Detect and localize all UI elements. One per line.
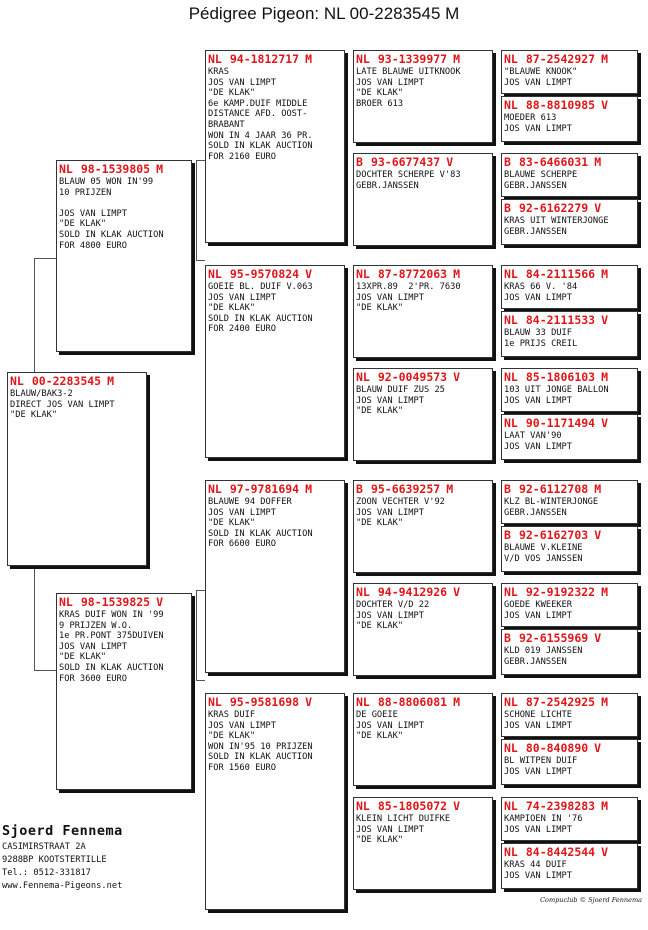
pigeon-info-line: SOLD IN KLAK AUCTION xyxy=(59,229,164,240)
ring-number-header xyxy=(502,527,637,542)
ring-number-header xyxy=(8,373,146,388)
ring-number: 92-6155969 xyxy=(518,631,589,645)
sex-marker: V xyxy=(453,799,461,813)
pigeon-info-line: GEBR.JANSSEN xyxy=(504,507,567,518)
sex-marker: M xyxy=(305,52,313,66)
pigeon-info-line: "DE KLAK" xyxy=(10,410,58,421)
pigeon-info-line: FOR 2160 EURO xyxy=(208,151,276,162)
pigeon-info-line: 10 PRIJZEN xyxy=(59,187,112,198)
country-code: NL xyxy=(504,695,518,709)
ring-number: 92-6162279 xyxy=(518,201,589,215)
pigeon-info-line: BLAUWE 94 DOFFER xyxy=(208,497,292,507)
country-code: NL xyxy=(356,370,370,384)
sex-marker: V xyxy=(601,416,609,430)
pigeon-info-line: JOS VAN LIMPT xyxy=(504,610,572,621)
ring-number: 90-1171494 xyxy=(525,416,596,430)
pigeon-info-line: JOS VAN LIMPT xyxy=(356,395,424,406)
ring-number-header xyxy=(502,798,637,813)
country-code: NL xyxy=(504,98,518,112)
pigeon-card-g3[interactable] xyxy=(501,153,638,197)
pigeon-info-line: JOS VAN LIMPT xyxy=(356,610,424,621)
pigeon-info-line: "DE KLAK" xyxy=(356,303,404,314)
pigeon-card-dd[interactable] xyxy=(205,693,345,910)
country-code: NL xyxy=(356,799,370,813)
sex-marker: V xyxy=(305,695,313,709)
sex-marker: M xyxy=(594,155,602,169)
country-code: NL xyxy=(504,370,518,384)
pigeon-card-g7[interactable] xyxy=(501,368,638,412)
website-link[interactable]: www.Fennema-Pigeons.net xyxy=(2,881,123,891)
ring-number-header xyxy=(502,481,637,496)
pigeon-card-g10[interactable] xyxy=(501,526,638,572)
pigeon-info-line: JOS VAN LIMPT xyxy=(59,641,127,652)
ring-number-header xyxy=(502,369,637,384)
pigeon-info-line: BLAUW DUIF ZUS 25 xyxy=(356,385,445,395)
sex-marker: M xyxy=(446,482,454,496)
pigeon-info-line: SOLD IN KLAK AUCTION xyxy=(208,528,313,539)
ring-number-header xyxy=(502,97,637,112)
sex-marker: M xyxy=(601,585,609,599)
pigeon-card-g15[interactable] xyxy=(501,797,638,841)
ring-number: 93-6677437 xyxy=(370,155,441,169)
pigeon-info-line: KRAS 44 DUIF xyxy=(504,860,567,870)
credit-text: Compuclub © Sjoerd Fennema xyxy=(540,896,642,904)
pigeon-info-line: SOLD IN KLAK AUCTION xyxy=(208,752,313,763)
ring-number: 98-1539805 xyxy=(80,162,151,176)
country-code: NL xyxy=(59,595,73,609)
pigeon-info-line: DIRECT JOS VAN LIMPT xyxy=(10,399,115,410)
ring-number-header xyxy=(502,694,637,709)
sex-marker: M xyxy=(601,370,609,384)
country-code: NL xyxy=(208,695,222,709)
pigeon-info-line: MOEDER 613 xyxy=(504,113,557,123)
ring-number-header xyxy=(502,584,637,599)
pigeon-info-line: DOCHTER V/D 22 xyxy=(356,600,430,610)
pigeon-info-line: GEBR.JANSSEN xyxy=(504,226,567,237)
connector-line xyxy=(196,260,205,261)
sex-marker: V xyxy=(594,528,602,542)
pigeon-info-line: KLD 019 JANSSEN xyxy=(504,646,583,656)
ring-number-header xyxy=(57,594,191,609)
ring-number-header xyxy=(502,51,637,66)
pigeon-info-line: BRABANT xyxy=(208,119,245,130)
pigeon-info-line: "DE KLAK" xyxy=(356,518,404,529)
ring-number-header xyxy=(502,844,637,859)
ring-number: 00-2283545 xyxy=(31,374,102,388)
pigeon-card-g16[interactable] xyxy=(501,843,638,889)
pigeon-info-line: SOLD IN KLAK AUCTION xyxy=(208,313,313,324)
pigeon-info-line: "DE KLAK" xyxy=(59,652,107,663)
country-code: NL xyxy=(504,845,518,859)
pigeon-info-line: JOS VAN LIMPT xyxy=(356,720,424,731)
pigeon-info-line: "DE KLAK" xyxy=(356,88,404,99)
country-code: B xyxy=(356,155,363,169)
pigeon-card-g1[interactable] xyxy=(501,50,638,94)
pigeon-info-line xyxy=(57,198,191,209)
pigeon-info-line: 13XPR.89 2'PR. 7630 xyxy=(356,282,461,292)
country-code: B xyxy=(356,482,363,496)
ring-number: 95-9570824 xyxy=(229,267,300,281)
pigeon-info-line: "DE KLAK" xyxy=(356,835,404,846)
ring-number: 97-9781694 xyxy=(229,482,300,496)
page-title: Pédigree Pigeon: NL 00-2283545 M xyxy=(188,4,460,23)
pigeon-info-line: KRAS DUIF xyxy=(208,710,256,720)
pigeon-info-line: KRAS UIT WINTERJONGE xyxy=(504,216,609,226)
pigeon-card-ddd[interactable] xyxy=(353,797,493,890)
pigeon-card-sd[interactable] xyxy=(205,265,345,458)
sex-marker: V xyxy=(594,631,602,645)
pigeon-card-g8[interactable] xyxy=(501,414,638,460)
connector-line xyxy=(34,258,35,372)
country-code: NL xyxy=(10,374,24,388)
sex-marker: M xyxy=(107,374,115,388)
pigeon-info-line: GOEDE KWEEKER xyxy=(504,600,572,610)
address-line: 9288BP KOOTSTERTILLE xyxy=(2,855,107,865)
pigeon-info-line: JOS VAN LIMPT xyxy=(504,720,572,731)
country-code: NL xyxy=(504,585,518,599)
ring-number-header xyxy=(354,369,492,384)
connector-line xyxy=(196,160,197,260)
sex-marker: M xyxy=(453,695,461,709)
pigeon-info-line: 1e PR.PONT 375DUIVEN xyxy=(59,631,164,642)
ring-number: 88-8806081 xyxy=(377,695,448,709)
sex-marker: M xyxy=(601,267,609,281)
country-code: NL xyxy=(59,162,73,176)
pigeon-info-line: KRAS 66 V. '84 xyxy=(504,282,578,292)
pigeon-info-line: 103 UIT JONGE BALLON xyxy=(504,385,609,395)
pigeon-info-line: JOS VAN LIMPT xyxy=(208,77,276,88)
sex-marker: M xyxy=(305,482,313,496)
pigeon-info-line: 1e PRIJS CREIL xyxy=(504,338,578,349)
country-code: NL xyxy=(208,482,222,496)
pigeon-info-line: JOS VAN LIMPT xyxy=(504,395,572,406)
pigeon-card-g4[interactable] xyxy=(501,199,638,245)
ring-number-header xyxy=(206,266,344,281)
pigeon-info-line: FOR 2400 EURO xyxy=(208,324,276,335)
ring-number-header xyxy=(206,481,344,496)
ring-number-header xyxy=(502,312,637,327)
connector-line xyxy=(196,590,197,680)
connector-line xyxy=(34,670,56,671)
breeder-name: Sjoerd Fennema xyxy=(2,823,123,839)
pigeon-info-line: FOR 6600 EURO xyxy=(208,539,276,550)
sex-marker: V xyxy=(446,155,454,169)
pigeon-info-line: SCHONE LICHTE xyxy=(504,710,572,720)
pigeon-info-line: JOS VAN LIMPT xyxy=(208,720,276,731)
pigeon-card-g2[interactable] xyxy=(501,96,638,142)
pigeon-info-line: ZOON VECHTER V'92 xyxy=(356,497,445,507)
sex-marker: V xyxy=(453,585,461,599)
pigeon-info-line: BL WITPEN DUIF xyxy=(504,756,578,766)
pigeon-info-line: JOS VAN LIMPT xyxy=(504,441,572,452)
ring-number-header xyxy=(354,154,492,169)
pigeon-info-line: "DE KLAK" xyxy=(208,518,256,529)
pigeon-info-line: "DE KLAK" xyxy=(356,406,404,417)
country-code: NL xyxy=(208,267,222,281)
pigeon-card-sds[interactable] xyxy=(353,265,493,358)
pigeon-card-dam[interactable] xyxy=(56,593,192,790)
sex-marker: M xyxy=(594,482,602,496)
pigeon-card-sire[interactable] xyxy=(56,160,192,352)
country-code: NL xyxy=(504,52,518,66)
pigeon-info-line: KLEIN LICHT DUIFKE xyxy=(356,814,451,824)
country-code: NL xyxy=(504,313,518,327)
country-code: NL xyxy=(356,52,370,66)
pigeon-info-line: "DE KLAK" xyxy=(208,303,256,314)
ring-number-header xyxy=(502,415,637,430)
ring-number-header xyxy=(57,161,191,176)
pigeon-card-g13[interactable] xyxy=(501,693,638,737)
ring-number: 92-9192322 xyxy=(525,585,596,599)
pigeon-info-line: V/D VOS JANSSEN xyxy=(504,553,583,564)
ring-number: 93-1339977 xyxy=(377,52,448,66)
pigeon-info-line: BLAUW/BAK3-2 xyxy=(10,389,73,399)
country-code: B xyxy=(504,155,511,169)
pigeon-info-line: JOS VAN LIMPT xyxy=(504,824,572,835)
pigeon-info-line: DE GOEIE xyxy=(356,710,398,720)
country-code: NL xyxy=(356,585,370,599)
ring-number-header xyxy=(354,584,492,599)
ring-number: 84-2111533 xyxy=(525,313,596,327)
ring-number: 95-9581698 xyxy=(229,695,300,709)
pigeon-info-line: JOS VAN LIMPT xyxy=(504,870,572,881)
pigeon-card-ss[interactable] xyxy=(205,50,345,243)
ring-number-header xyxy=(206,51,344,66)
ring-number: 80-840890 xyxy=(525,741,589,755)
sex-marker: V xyxy=(601,845,609,859)
pigeon-info-line: KAMPIOEN IN '76 xyxy=(504,814,583,824)
pigeon-info-line: JOS VAN LIMPT xyxy=(356,507,424,518)
ring-number-header xyxy=(354,694,492,709)
pigeon-info-line: FOR 1560 EURO xyxy=(208,762,276,773)
sex-marker: V xyxy=(601,98,609,112)
pigeon-card-g5[interactable] xyxy=(501,265,638,309)
pigeon-card-g9[interactable] xyxy=(501,480,638,524)
pigeon-info-line: FOR 4800 EURO xyxy=(59,240,127,251)
ring-number: 98-1539825 xyxy=(80,595,151,609)
country-code: B xyxy=(504,631,511,645)
ring-number: 92-6162703 xyxy=(518,528,589,542)
pigeon-info-line: GEBR.JANSSEN xyxy=(504,180,567,191)
ring-number-header xyxy=(354,266,492,281)
pigeon-info-line: JOS VAN LIMPT xyxy=(208,507,276,518)
country-code: NL xyxy=(504,416,518,430)
pigeon-info-line: FOR 3600 EURO xyxy=(59,673,127,684)
pigeon-card-subject[interactable] xyxy=(7,372,147,566)
ring-number: 84-2111566 xyxy=(525,267,596,281)
pigeon-card-g11[interactable] xyxy=(501,583,638,627)
ring-number: 87-2542925 xyxy=(525,695,596,709)
phone-line: Tel.: 0512-331817 xyxy=(2,868,91,878)
pigeon-card-ds[interactable] xyxy=(205,480,345,673)
ring-number-header xyxy=(502,740,637,755)
pigeon-info-line: GEBR.JANSSEN xyxy=(504,656,567,667)
pigeon-info-line: "DE KLAK" xyxy=(356,621,404,632)
country-code: B xyxy=(504,482,511,496)
country-code: B xyxy=(504,528,511,542)
ring-number-header xyxy=(502,200,637,215)
pigeon-info-line: JOS VAN LIMPT xyxy=(356,824,424,835)
pigeon-info-line: BLAUWE SCHERPE xyxy=(504,170,578,180)
ring-number: 88-8810985 xyxy=(525,98,596,112)
pigeon-info-line: SOLD IN KLAK AUCTION xyxy=(59,662,164,673)
pigeon-info-line: BROER 613 xyxy=(356,98,404,109)
ring-number: 94-1812717 xyxy=(229,52,300,66)
ring-number: 94-9412926 xyxy=(377,585,448,599)
pigeon-info-line: JOS VAN LIMPT xyxy=(504,123,572,134)
sex-marker: V xyxy=(156,595,164,609)
sex-marker: V xyxy=(594,201,602,215)
ring-number: 95-6639257 xyxy=(370,482,441,496)
sex-marker: M xyxy=(601,799,609,813)
sex-marker: V xyxy=(453,370,461,384)
country-code: NL xyxy=(504,741,518,755)
ring-number: 85-1805072 xyxy=(377,799,448,813)
pigeon-info-line: GOEIE BL. DUIF V.063 xyxy=(208,282,313,292)
pigeon-info-line: "DE KLAK" xyxy=(208,88,256,99)
ring-number: 87-2542927 xyxy=(525,52,596,66)
pigeon-info-line: BLAUWE V.KLEINE xyxy=(504,543,583,553)
sex-marker: V xyxy=(594,741,602,755)
pigeon-info-line: "BLAUWE KNOOK" xyxy=(504,67,578,77)
connector-line xyxy=(34,560,35,670)
pigeon-card-ssd[interactable] xyxy=(353,153,493,246)
connector-line xyxy=(196,680,205,681)
ring-number: 85-1806103 xyxy=(525,370,596,384)
pigeon-card-g12[interactable] xyxy=(501,629,638,675)
pigeon-info-line: LAAT VAN'90 xyxy=(504,431,562,441)
pigeon-info-line: JOS VAN LIMPT xyxy=(356,292,424,303)
pigeon-info-line: BLAUW 33 DUIF xyxy=(504,328,572,338)
country-code: NL xyxy=(208,52,222,66)
pigeon-info-line: JOS VAN LIMPT xyxy=(356,77,424,88)
ring-number: 74-2398283 xyxy=(525,799,596,813)
ring-number-header xyxy=(354,51,492,66)
pigeon-card-dss[interactable] xyxy=(353,480,493,573)
ring-number-header xyxy=(502,154,637,169)
ring-number-header xyxy=(502,630,637,645)
ring-number: 92-0049573 xyxy=(377,370,448,384)
pigeon-info-line: 6e KAMP.DUIF MIDDLE xyxy=(208,98,308,109)
pigeon-card-sss[interactable] xyxy=(353,50,493,143)
pigeon-info-line: SOLD IN KLAK AUCTION xyxy=(208,141,313,152)
connector-line xyxy=(196,160,205,161)
pigeon-info-line: BLAUW 05 WON IN'99 xyxy=(59,177,154,187)
pigeon-info-line: KRAS DUIF WON IN '99 xyxy=(59,610,164,620)
country-code: B xyxy=(504,201,511,215)
connector-line xyxy=(34,258,56,259)
pigeon-info-line: 9 PRIJZEN W.O. xyxy=(59,620,133,631)
pigeon-info-line: LATE BLAUWE UITKNOOK xyxy=(356,67,461,77)
pigeon-info-line: "DE KLAK" xyxy=(59,219,107,230)
ring-number: 83-6466031 xyxy=(518,155,589,169)
pigeon-info-line: JOS VAN LIMPT xyxy=(504,77,572,88)
sex-marker: V xyxy=(305,267,313,281)
ring-number-header xyxy=(502,266,637,281)
pigeon-info-line: "DE KLAK" xyxy=(356,731,404,742)
country-code: NL xyxy=(504,267,518,281)
pigeon-info-line: "DE KLAK" xyxy=(208,731,256,742)
pigeon-card-g6[interactable] xyxy=(501,311,638,357)
pigeon-card-sdd[interactable] xyxy=(353,368,493,461)
pigeon-info-line: JOS VAN LIMPT xyxy=(504,766,572,777)
pigeon-info-line: DISTANCE AFD. OOST- xyxy=(208,109,308,120)
pigeon-info-line: KRAS xyxy=(208,67,229,77)
pigeon-card-dds[interactable] xyxy=(353,693,493,786)
ring-number: 87-8772063 xyxy=(377,267,448,281)
pigeon-info-line: KLZ BL-WINTERJONGE xyxy=(504,497,599,507)
pigeon-info-line: WON IN 4 JAAR 36 PR. xyxy=(208,130,313,141)
country-code: NL xyxy=(356,267,370,281)
connector-line xyxy=(196,590,205,591)
pigeon-info-line: GEBR.JANSSEN xyxy=(356,180,419,191)
pigeon-card-dsd[interactable] xyxy=(353,583,493,676)
pigeon-card-g14[interactable] xyxy=(501,739,638,785)
pigeon-info-line: JOS VAN LIMPT xyxy=(59,208,127,219)
ring-number-header xyxy=(354,798,492,813)
country-code: NL xyxy=(356,695,370,709)
ring-number: 84-8442544 xyxy=(525,845,596,859)
ring-number: 92-6112708 xyxy=(518,482,589,496)
sex-marker: V xyxy=(601,313,609,327)
ring-number-header xyxy=(206,694,344,709)
pigeon-info-line: DOCHTER SCHERPE V'83 xyxy=(356,170,461,180)
ring-number-header xyxy=(354,481,492,496)
sex-marker: M xyxy=(156,162,164,176)
sex-marker: M xyxy=(601,695,609,709)
sex-marker: M xyxy=(453,267,461,281)
pigeon-info-line: JOS VAN LIMPT xyxy=(504,292,572,303)
sex-marker: M xyxy=(601,52,609,66)
pigeon-info-line: WON IN'95 10 PRIJZEN xyxy=(208,741,313,752)
pigeon-info-line: JOS VAN LIMPT xyxy=(208,292,276,303)
country-code: NL xyxy=(504,799,518,813)
address-line: CASIMIRSTRAAT 2A xyxy=(2,842,86,852)
sex-marker: M xyxy=(453,52,461,66)
